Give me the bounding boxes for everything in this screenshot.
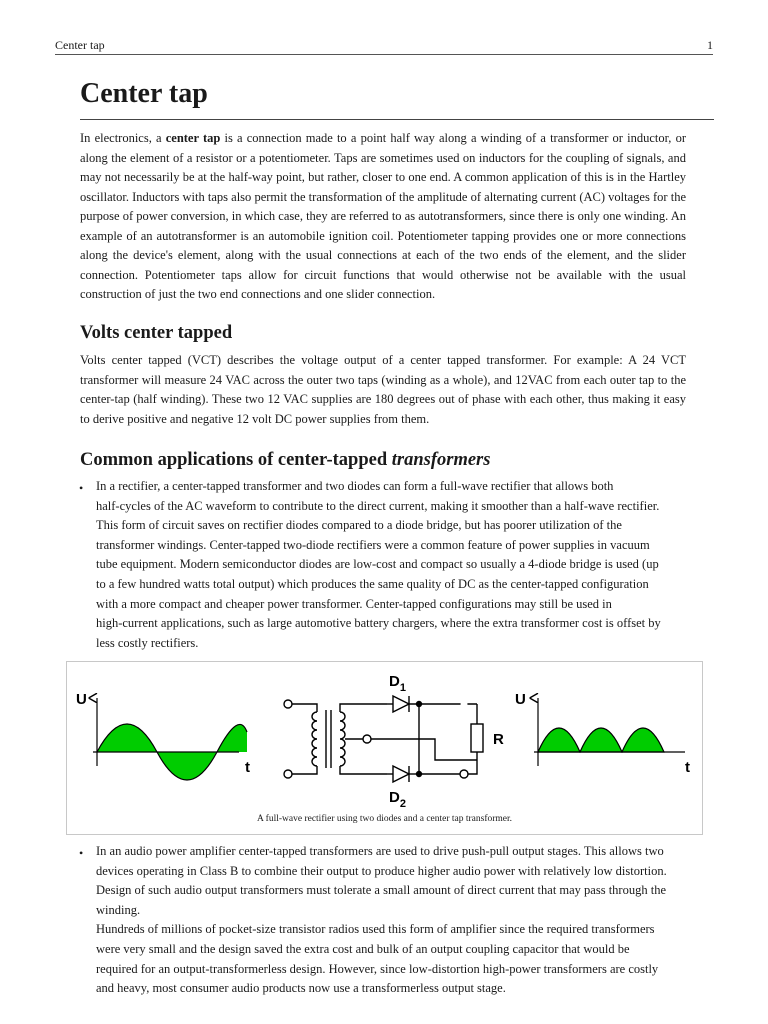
diode-d1-label: $D_1$: [389, 673, 406, 694]
output-hump-3: [622, 728, 664, 752]
page-title: Center tap: [80, 78, 208, 109]
output-t-label: t: [685, 759, 690, 776]
figure-caption: A full-wave rectifier using two diodes and a center tap transformer.: [256, 814, 513, 824]
list-line: high-current applications, such as large automotive battery chargers, where the extra transformer cost is offset by: [96, 616, 661, 631]
secondary-coil: [340, 712, 345, 766]
output-hump-2: [580, 728, 622, 752]
output-waveform-graph: [515, 691, 690, 776]
applications-heading-italic: transformers: [391, 450, 491, 470]
list-item-rectifier: [96, 477, 686, 653]
list-line: to a few hundred watts total output) which produces the same quality of DC as the center-tapped configuration: [96, 576, 649, 591]
page-number: 1: [707, 38, 713, 52]
bullet-audio: •: [79, 846, 84, 860]
output-hump-1: [538, 728, 580, 752]
output-terminal-top: [461, 701, 468, 708]
list-line: winding.: [96, 902, 141, 917]
intro-term: center tap: [165, 131, 221, 145]
list-line: required for an output-transformerless design. However, since low-distortion high-power transformers are costly: [96, 961, 659, 976]
diode-d2: [393, 766, 409, 782]
circuit: [284, 696, 483, 782]
list-line: less costly rectifiers.: [96, 635, 199, 650]
intro-text-post: is a connection made to a point half way along a winding of a transformer or inductor, or along the element of a resistor or a potentiometer. Taps are sometimes used on inductors for the coupling of signals, and may not necessarily be at the half-way point, but rather, closer to one end. A common application of this is in the Hartley oscillator. Inductors with taps also permit the transformation of the amplitude of alternating current (AC) voltages for the purpose of power conversion, in which case, they are referred to as autotransformers, since there is only one winding. An example of an autotransformer is an automobile ignition coil. Potentiometer tapping provides one or more connections along the device's element, along with the usual connections at each of the two ends of the element, and the slider connection. Potentiometer taps allow for circuit functions that would otherwise not be available with the usual construction of just the two end connections and one slider connection.: [80, 131, 686, 301]
list-line: and heavy, most consumer audio products now use a transformerless output stage.: [96, 981, 506, 996]
vct-paragraph: Volts center tapped (VCT) describes the voltage output of a center tapped transformer. For example: A 24 VCT transformer will measure 24 VAC across the outer two taps (winding as a whole), and 12VAC from each outer tap to the center-tap (half winding). These two 12 VAC supplies are 180 degrees out of phase with each other, thus making it easy to derive positive and negative 12 volt DC power supplies from them.: [80, 353, 686, 426]
rectifier-diagram: [67, 662, 702, 812]
resistor-r: [471, 724, 483, 752]
list-line: Design of such audio output transformers must tolerate a small amount of direct current that may pass through the: [96, 883, 666, 898]
list-line: with a more compact and cheaper power transformer. Center-tapped configurations may still be used in: [96, 596, 612, 611]
list-line: transformer windings. Center-tapped two-diode rectifiers were a common feature of power supplies in vacuum: [96, 537, 650, 552]
list-line: In an audio power amplifier center-tapped transformers are used to drive push-pull output stages. This allows two: [96, 844, 664, 858]
section-heading-vct: Volts center tapped: [80, 323, 233, 343]
running-title: Center tap: [55, 38, 105, 52]
list-line: This form of circuit saves on rectifier diodes compared to a diode bridge, but has poorer utilization of the: [96, 518, 622, 533]
primary-coil: [312, 712, 317, 766]
section-heading-applications: [80, 450, 490, 471]
list-line: devices operating in Class B to combine their output to produce higher audio power with relatively low distortion.: [96, 863, 667, 878]
list-item-audio: [96, 842, 686, 999]
resistor-label: R: [493, 731, 504, 748]
rectifier-figure: [66, 661, 703, 835]
input-u-label: U: [76, 691, 87, 708]
list-line: were very small and the design saved the extra cost and bulk of an output coupling capacitor that would be: [96, 941, 630, 956]
input-terminal-top: [284, 700, 292, 708]
diode-d2-label: $D_2$: [389, 789, 406, 810]
intro-paragraph: [80, 129, 686, 305]
center-tap-terminal: [363, 735, 371, 743]
bullet-rectifier: •: [79, 481, 84, 495]
list-line: half-cycles of the AC waveform to contribute to the direct current, making it smoother than a half-wave rectifier.: [96, 498, 660, 513]
title-divider: [80, 119, 714, 120]
diode-d1: [393, 696, 409, 712]
output-terminal: [460, 770, 468, 778]
applications-heading-text: Common applications of center-tapped: [80, 450, 392, 470]
input-terminal-bottom: [284, 770, 292, 778]
running-header: [55, 38, 713, 55]
list-line: Hundreds of millions of pocket-size transistor radios used this form of amplifier since the required transformers: [96, 922, 655, 937]
list-line: In a rectifier, a center-tapped transformer and two diodes can form a full-wave rectifier that allows both: [96, 479, 614, 493]
output-u-label: U: [515, 691, 526, 708]
input-t-label: t: [245, 759, 250, 776]
intro-text-pre: In electronics, a: [80, 131, 166, 145]
input-waveform-graph: [76, 691, 250, 780]
list-line: tube equipment. Modern semiconductor diodes are low-cost and compact so usually a 4-diode bridge is used (up: [96, 557, 659, 572]
